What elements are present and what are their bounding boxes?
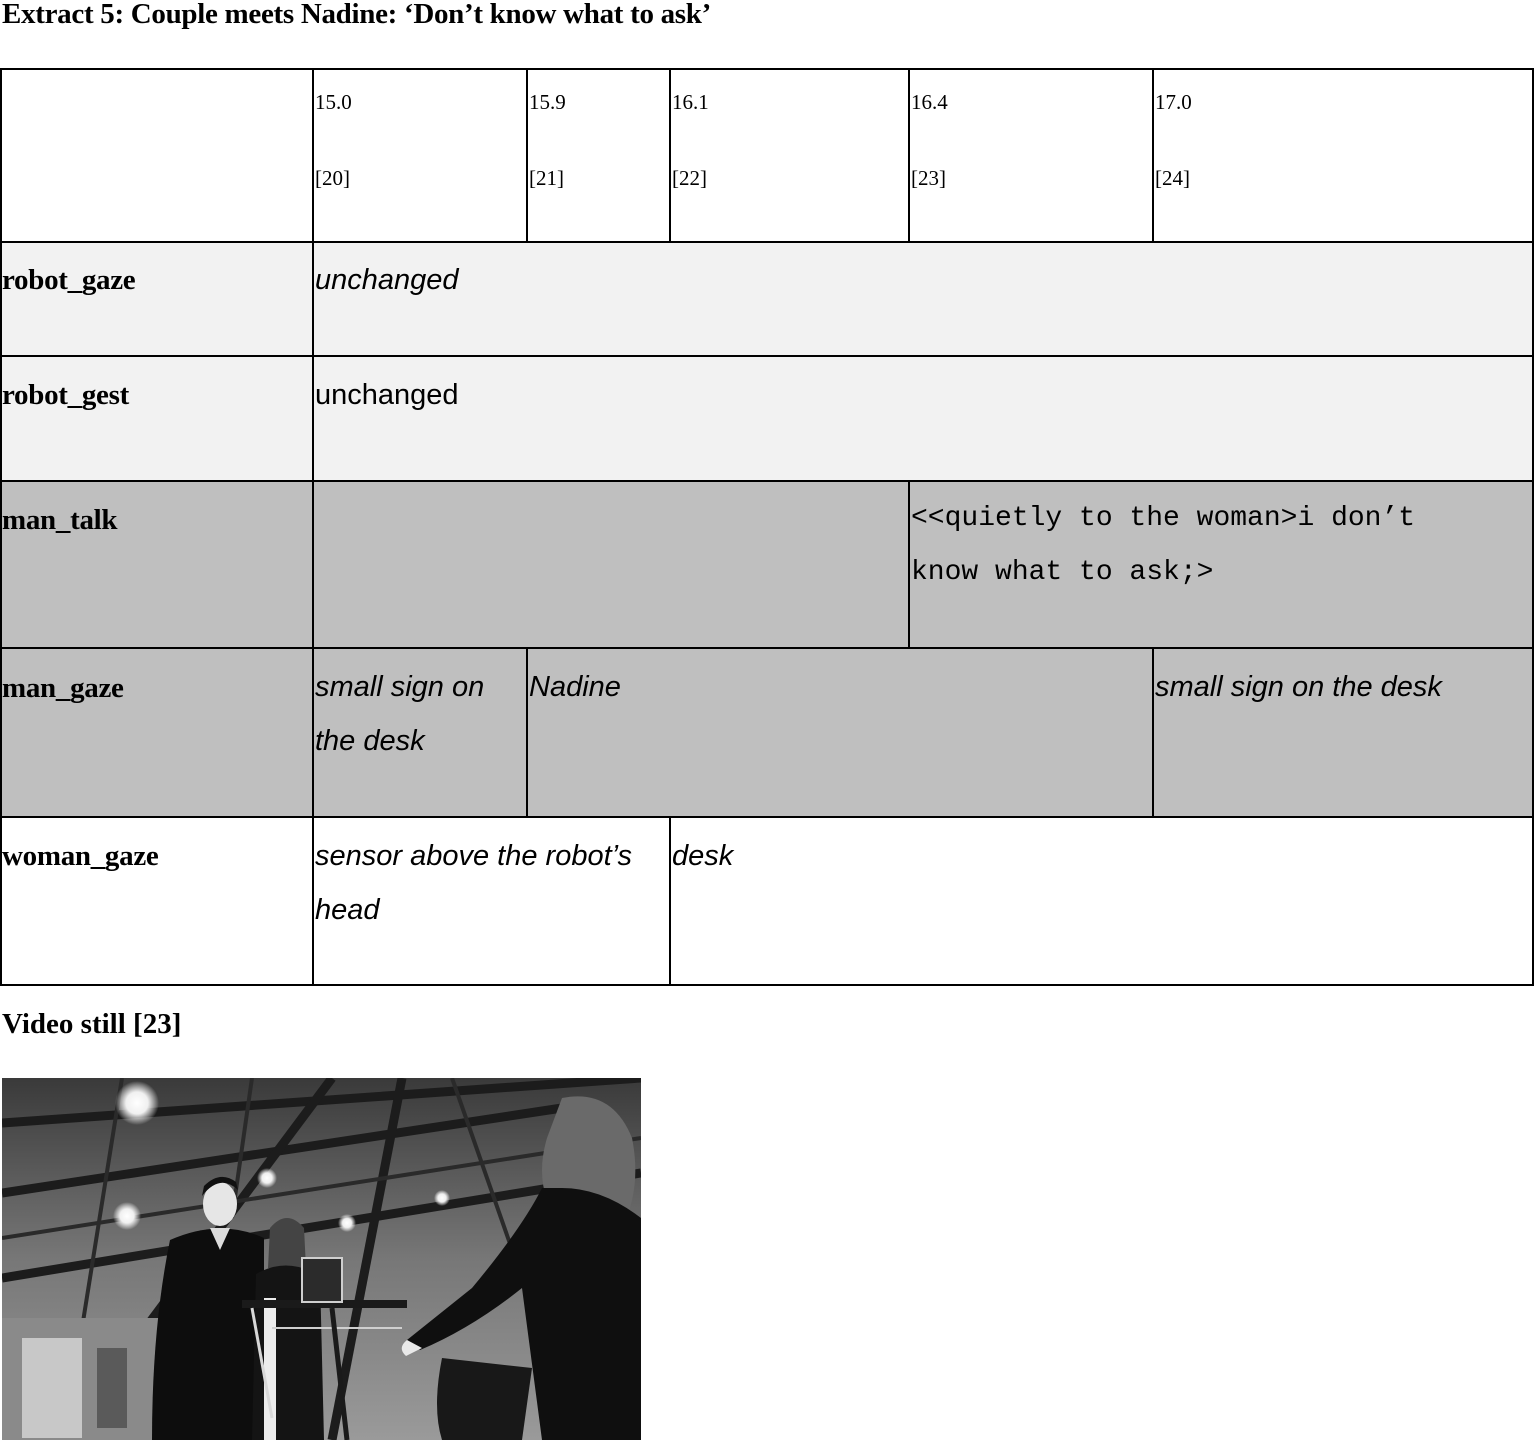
row-label-man-gaze: man_gaze: [2, 672, 124, 704]
header-divider: [908, 68, 910, 243]
robot-gaze-value: unchanged: [315, 264, 459, 296]
woman-gaze-seg2: desk: [672, 840, 734, 872]
table-rule: [0, 480, 1534, 482]
row-label-robot-gest: robot_gest: [2, 379, 129, 411]
ceiling-light: [115, 1081, 159, 1125]
timestamp-index: [21]: [529, 166, 564, 190]
row-bg-robot-gest: [0, 356, 1534, 481]
table-border-top: [0, 68, 1534, 70]
man-gaze-seg3: small sign on the desk: [1155, 671, 1442, 703]
table-rule: [0, 816, 1534, 818]
woman-gaze-seg1-line1: sensor above the robot’s: [315, 840, 633, 872]
ceiling-light: [434, 1190, 450, 1206]
timestamp-index: [23]: [911, 166, 946, 190]
man-gaze-seg1-line2: the desk: [315, 725, 425, 757]
man-talk-line-1: <<quietly to the woman>i don’t: [911, 503, 1416, 534]
label-column-divider: [312, 68, 314, 986]
row-label-robot-gaze: robot_gaze: [2, 264, 136, 296]
table-rule: [0, 647, 1534, 649]
table-border-right: [1532, 68, 1534, 986]
ceiling-light: [257, 1168, 277, 1188]
header-divider: [1152, 68, 1154, 243]
row-label-woman-gaze: woman_gaze: [2, 840, 159, 872]
video-still-image: [2, 1078, 641, 1440]
header-divider: [669, 68, 671, 243]
man-gaze-divider: [1152, 647, 1154, 818]
man-gaze-seg2: Nadine: [529, 671, 621, 703]
woman-gaze-seg1-line2: head: [315, 894, 380, 926]
man-gaze-seg1-line1: small sign on: [315, 671, 485, 703]
timestamp-time: 15.0: [315, 90, 352, 114]
row-bg-robot-gaze: [0, 242, 1534, 356]
timestamp-index: [22]: [672, 166, 707, 190]
timestamp-index: [24]: [1155, 166, 1190, 190]
table-border-bottom: [0, 984, 1534, 986]
ceiling-light: [113, 1202, 141, 1230]
table-rule: [0, 241, 1534, 243]
timestamp-time: 16.4: [911, 90, 948, 114]
man-talk-line-2: know what to ask;>: [911, 557, 1214, 588]
man-talk-divider: [908, 480, 910, 649]
robot-gest-value: unchanged: [315, 379, 459, 411]
timestamp-time: 15.9: [529, 90, 566, 114]
row-label-man-talk: man_talk: [2, 504, 118, 536]
header-divider: [526, 68, 528, 243]
timestamp-index: [20]: [315, 166, 350, 190]
table-rule: [0, 355, 1534, 357]
man-gaze-divider: [526, 647, 528, 818]
extract-title: Extract 5: Couple meets Nadine: ‘Don’t know what to ask’: [2, 0, 711, 30]
woman-gaze-divider: [669, 816, 671, 986]
timestamp-time: 17.0: [1155, 90, 1192, 114]
ceiling-light: [338, 1214, 356, 1232]
timestamp-time: 16.1: [672, 90, 709, 114]
video-still-caption: Video still [23]: [2, 1008, 182, 1040]
